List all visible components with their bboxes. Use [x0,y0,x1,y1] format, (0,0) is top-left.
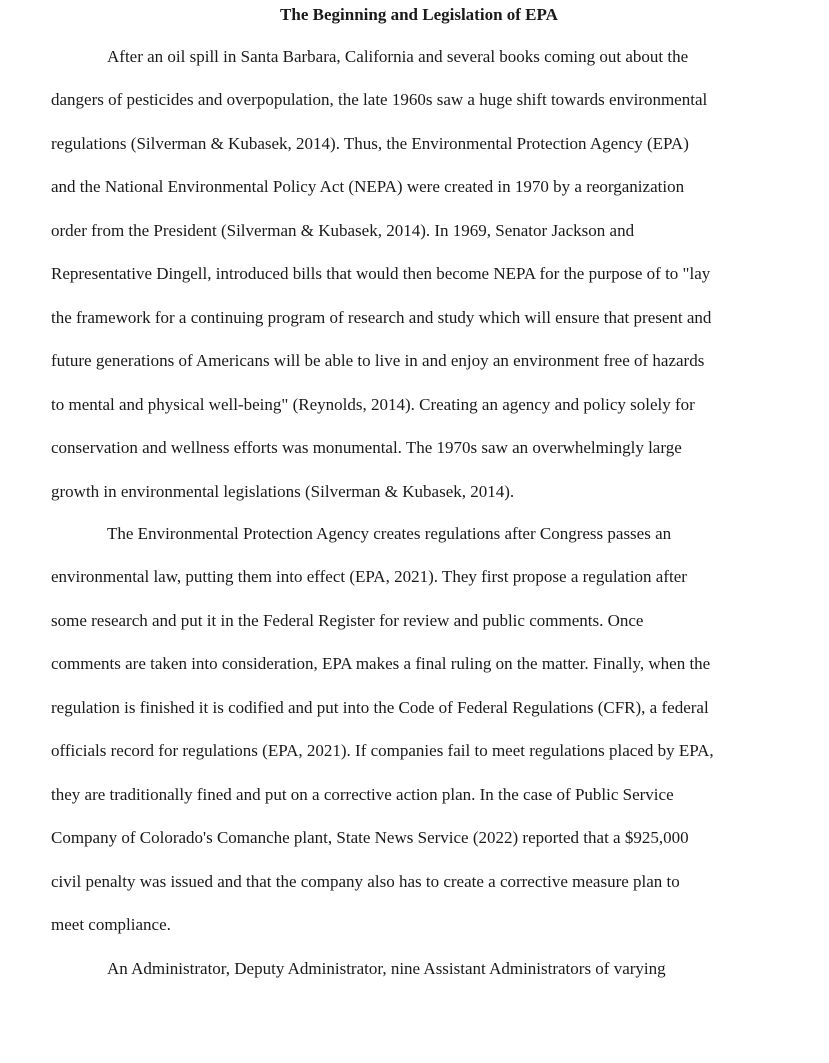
paragraph-2-line-9: civil penalty was issued and that the company also has to create a corrective measure plan to [51,872,680,891]
paragraph-2-line-1: The Environmental Protection Agency creates regulations after Congress passes an [107,524,672,543]
paragraph-1-line-11: growth in environmental legislations (Silverman & Kubasek, 2014). [51,482,515,501]
paragraph-1-line-1: After an oil spill in Santa Barbara, California and several books coming out about the [107,47,689,66]
paragraph-1-line-3: regulations (Silverman & Kubasek, 2014). Thus, the Environmental Protection Agency (EPA) [51,134,689,153]
paragraph-2-line-10: meet compliance. [51,915,171,934]
paragraph-1-line-4: and the National Environmental Policy Act (NEPA) were created in 1970 by a reorganization [51,177,685,196]
paragraph-2-line-6: officials record for regulations (EPA, 2021). If companies fail to meet regulations placed by EPA, [51,741,714,760]
paragraph-2-line-5: regulation is finished it is codified and put into the Code of Federal Regulations (CFR), a federal [51,698,709,717]
paragraph-1-line-9: to mental and physical well-being" (Reynolds, 2014). Creating an agency and policy solely for [51,395,695,414]
paragraph-1-line-8: future generations of Americans will be able to live in and enjoy an environment free of hazards [51,351,705,370]
paragraph-2-line-4: comments are taken into consideration, EPA makes a final ruling on the matter. Finally, when the [51,654,711,673]
paragraph-3-line-1: An Administrator, Deputy Administrator, nine Assistant Administrators of varying [107,959,666,978]
paragraph-1-line-7: the framework for a continuing program of research and study which will ensure that present and [51,308,712,327]
paragraph-1-line-10: conservation and wellness efforts was monumental. The 1970s saw an overwhelmingly large [51,438,682,457]
paragraph-2-line-8: Company of Colorado's Comanche plant, State News Service (2022) reported that a $925,000 [51,828,689,847]
paragraph-2-line-3: some research and put it in the Federal Register for review and public comments. Once [51,611,644,630]
paragraph-2-line-7: they are traditionally fined and put on a corrective action plan. In the case of Public Service [51,785,674,804]
paragraph-1-line-2: dangers of pesticides and overpopulation, the late 1960s saw a huge shift towards environmental [51,90,708,109]
paragraph-1-line-5: order from the President (Silverman & Kubasek, 2014). In 1969, Senator Jackson and [51,221,635,240]
document-title: The Beginning and Legislation of EPA [280,5,558,24]
paragraph-2-line-2: environmental law, putting them into effect (EPA, 2021). They first propose a regulation after [51,567,687,586]
paragraph-1-line-6: Representative Dingell, introduced bills that would then become NEPA for the purpose of to "lay [51,264,711,283]
